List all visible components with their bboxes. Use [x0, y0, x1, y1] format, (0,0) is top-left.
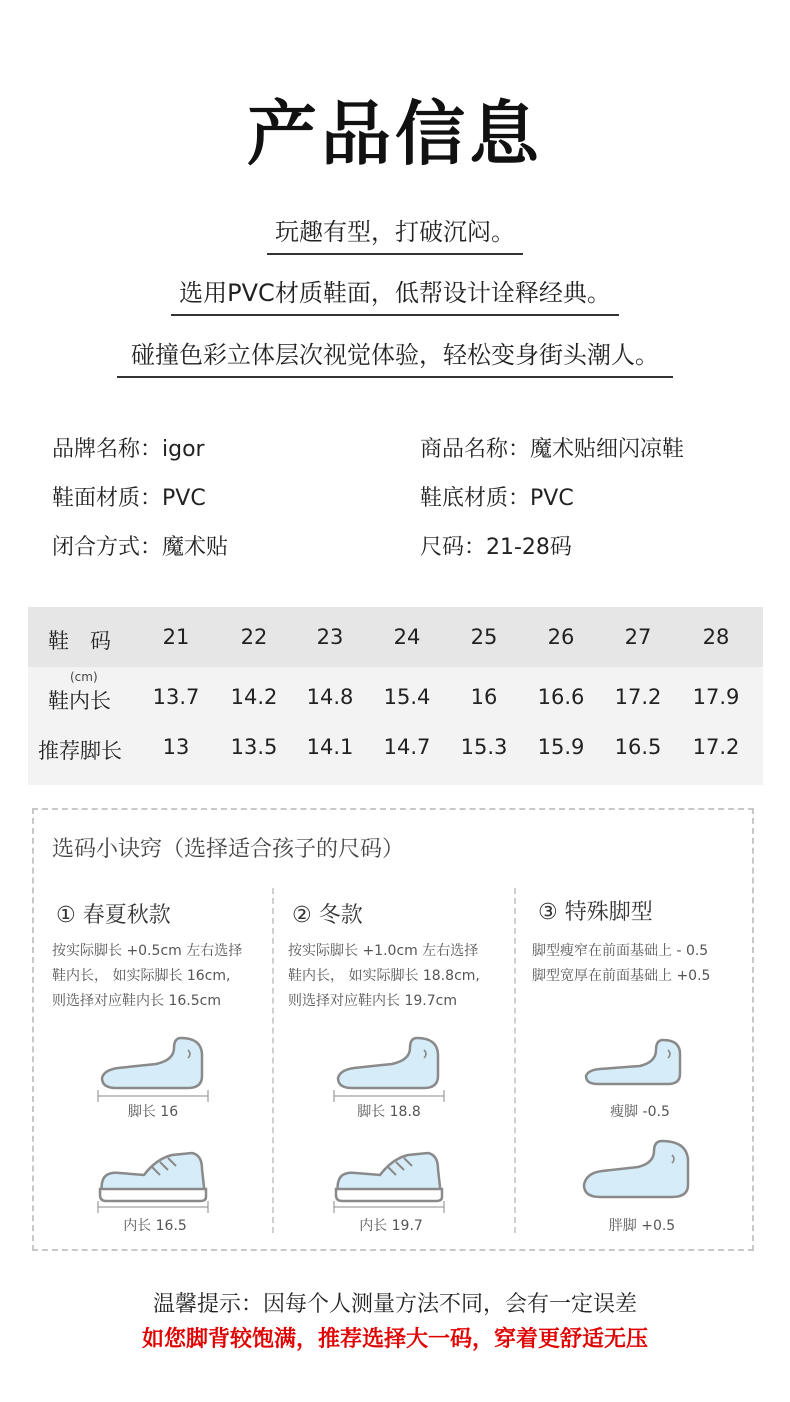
foot-length-cell: 14.7 [383, 735, 431, 759]
inner-length-cell: 16.6 [537, 685, 585, 709]
unit-label: (cm) [70, 670, 98, 684]
size-cell: 26 [547, 625, 575, 649]
inner-length-cell: 16 [470, 685, 498, 709]
inner-length-cell: 17.9 [692, 685, 740, 709]
info-upper: 鞋面材质：PVC [52, 486, 206, 511]
guide-col-1-label-1: 脚长 16 [127, 1104, 179, 1120]
guide-col-3-title: ③ 特殊脚型 [538, 900, 653, 925]
size-header-label: 鞋 码 [48, 629, 111, 653]
guide-col-3-line: 脚型瘦窄在前面基础上 - 0.5 [532, 943, 709, 959]
size-cell: 28 [702, 625, 730, 649]
sneaker-icon [330, 1145, 450, 1225]
guide-col-2-line: 按实际脚长 +1.0cm 左右选择 [288, 943, 479, 959]
size-cell: 21 [162, 625, 190, 649]
guide-title: 选码小诀窍（选择适合孩子的尺码） [52, 837, 405, 862]
guide-col-3-line: 脚型宽厚在前面基础上 +0.5 [532, 968, 711, 984]
size-cell: 22 [240, 625, 268, 649]
page-title: 产品信息 [247, 93, 543, 175]
guide-col-1-text [52, 939, 242, 1014]
foot-length-cell: 14.1 [306, 735, 354, 759]
guide-divider [514, 888, 516, 1233]
guide-col-1-line: 鞋内长， 如实际脚长 16cm, [52, 968, 231, 984]
foot-length-cell: 15.3 [460, 735, 508, 759]
sneaker-icon [94, 1145, 214, 1225]
guide-col-3-label-2: 胖脚 +0.5 [608, 1218, 676, 1234]
guide-col-1-title: ① 春夏秋款 [56, 903, 171, 928]
foot-length-cell: 13.5 [230, 735, 278, 759]
size-cell: 24 [393, 625, 421, 649]
guide-col-2-label-1: 脚长 18.8 [357, 1104, 421, 1120]
size-table [28, 607, 763, 785]
foot-length-cell: 16.5 [614, 735, 662, 759]
slogan-row-1 [0, 212, 790, 255]
slogan-2: 选用PVC材质鞋面，低帮设计诠释经典。 [171, 273, 619, 316]
slogan-3: 碰撞色彩立体层次视觉体验，轻松变身街头潮人。 [117, 335, 673, 378]
foot-length-cell: 15.9 [537, 735, 585, 759]
slogan-row-3 [0, 335, 790, 378]
slogan-1: 玩趣有型，打破沉闷。 [267, 212, 523, 255]
slogan-row-2 [0, 273, 790, 316]
guide-col-2-line: 鞋内长， 如实际脚长 18.8cm, [288, 968, 480, 984]
guide-col-1-line: 按实际脚长 +0.5cm 左右选择 [52, 943, 243, 959]
foot-icon [580, 1135, 700, 1215]
info-size: 尺码：21-28码 [420, 535, 572, 560]
inner-length-cell: 15.4 [383, 685, 431, 709]
guide-divider [272, 888, 274, 1233]
size-cell: 23 [316, 625, 344, 649]
info-sole: 鞋底材质：PVC [420, 486, 574, 511]
guide-col-2-text [288, 939, 480, 1014]
inner-length-cell: 14.2 [230, 685, 278, 709]
row-label-inner-length: 鞋内长 [48, 689, 111, 713]
guide-col-3-label-1: 瘦脚 -0.5 [610, 1104, 670, 1120]
size-cell: 25 [470, 625, 498, 649]
inner-length-cell: 14.8 [306, 685, 354, 709]
info-product: 商品名称：魔术贴细闪凉鞋 [420, 437, 685, 462]
inner-length-cell: 17.2 [614, 685, 662, 709]
info-closure: 闭合方式：魔术贴 [52, 535, 229, 560]
tip-line-2: 如您脚背较饱满，推荐选择大一码，穿着更舒适无压 [141, 1327, 648, 1352]
foot-length-cell: 13 [162, 735, 190, 759]
row-label-foot-length: 推荐脚长 [38, 739, 122, 763]
guide-col-2-title: ② 冬款 [292, 903, 363, 928]
guide-col-3-text [532, 939, 710, 989]
guide-col-2-line: 则选择对应鞋内长 19.7cm [288, 993, 457, 1009]
guide-col-1-line: 则选择对应鞋内长 16.5cm [52, 993, 221, 1009]
size-cell: 27 [624, 625, 652, 649]
info-brand: 品牌名称：igor [52, 437, 205, 462]
inner-length-cell: 13.7 [152, 685, 200, 709]
tip-line-1: 温馨提示：因每个人测量方法不同，会有一定误差 [152, 1292, 637, 1317]
guide-col-2-label-2: 内长 19.7 [359, 1218, 423, 1234]
guide-col-1-label-2: 内长 16.5 [123, 1218, 187, 1234]
foot-length-cell: 17.2 [692, 735, 740, 759]
